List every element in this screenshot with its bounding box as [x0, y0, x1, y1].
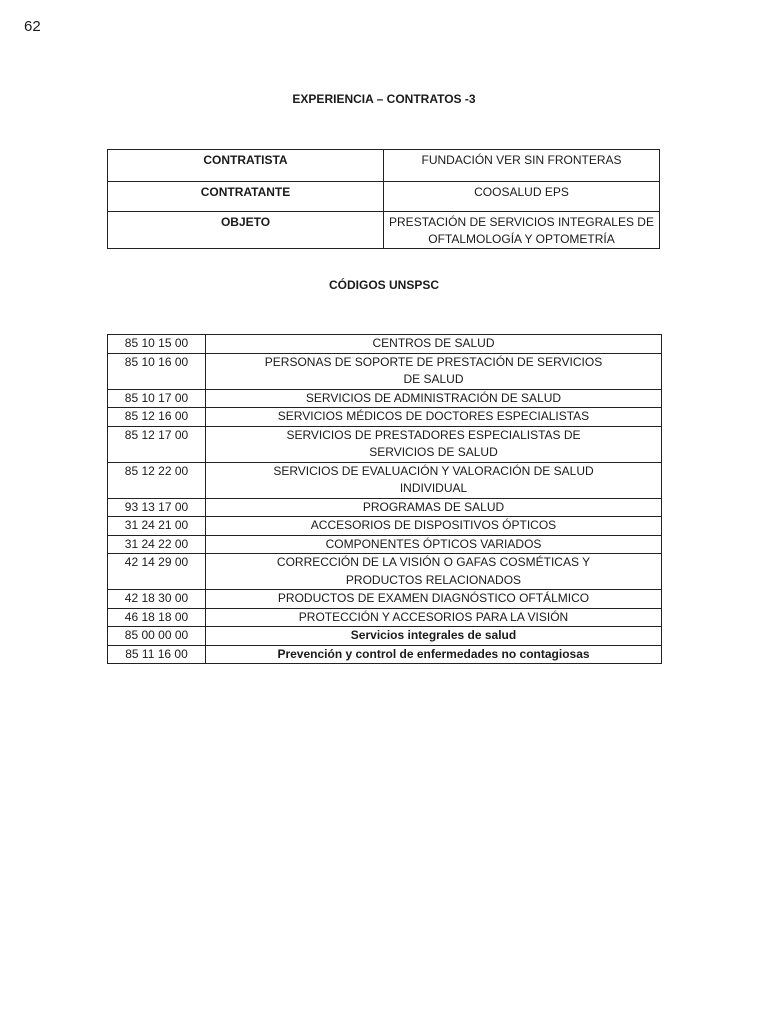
table-row	[108, 389, 662, 408]
table-row	[108, 353, 662, 389]
code-cell: 42 14 29 00	[108, 554, 206, 590]
code-cell: 85 10 15 00	[108, 335, 206, 354]
table-row	[108, 212, 660, 249]
description-cell: CENTROS DE SALUD	[206, 335, 662, 354]
contract-label: CONTRATANTE	[108, 182, 384, 212]
table-row	[108, 462, 662, 498]
code-cell: 42 18 30 00	[108, 590, 206, 609]
description-cell: ACCESORIOS DE DISPOSITIVOS ÓPTICOS	[206, 517, 662, 536]
description-cell: SERVICIOS DE EVALUACIÓN Y VALORACIÓN DE SALUD INDIVIDUAL	[206, 462, 662, 498]
description-cell: SERVICIOS DE ADMINISTRACIÓN DE SALUD	[206, 389, 662, 408]
code-cell: 46 18 18 00	[108, 608, 206, 627]
description-cell: Servicios integrales de salud	[206, 627, 662, 646]
code-cell: 85 10 17 00	[108, 389, 206, 408]
code-cell: 85 00 00 00	[108, 627, 206, 646]
document-title: EXPERIENCIA – CONTRATOS -3	[292, 92, 476, 106]
table-row	[108, 627, 662, 646]
table-row	[108, 517, 662, 536]
table-row	[108, 590, 662, 609]
codes-title: CÓDIGOS UNSPSC	[328, 278, 439, 292]
table-row	[108, 554, 662, 590]
description-cell: COMPONENTES ÓPTICOS VARIADOS	[206, 535, 662, 554]
contract-value: FUNDACIÓN VER SIN FRONTERAS	[384, 150, 660, 182]
contract-table	[107, 149, 660, 249]
code-cell: 31 24 21 00	[108, 517, 206, 536]
description-cell: SERVICIOS DE PRESTADORES ESPECIALISTAS DE SERVICIOS DE SALUD	[206, 426, 662, 462]
table-row	[108, 150, 660, 182]
code-cell: 85 12 17 00	[108, 426, 206, 462]
description-cell: SERVICIOS MÉDICOS DE DOCTORES ESPECIALISTAS	[206, 408, 662, 427]
description-cell: PROTECCIÓN Y ACCESORIOS PARA LA VISIÓN	[206, 608, 662, 627]
code-cell: 85 12 22 00	[108, 462, 206, 498]
description-cell: CORRECCIÓN DE LA VISIÓN O GAFAS COSMÉTICAS Y PRODUCTOS RELACIONADOS	[206, 554, 662, 590]
code-cell: 85 11 16 00	[108, 645, 206, 664]
table-row	[108, 645, 662, 664]
code-cell: 85 12 16 00	[108, 408, 206, 427]
description-cell: PERSONAS DE SOPORTE DE PRESTACIÓN DE SERVICIOS DE SALUD	[206, 353, 662, 389]
table-row	[108, 535, 662, 554]
code-cell: 85 10 16 00	[108, 353, 206, 389]
code-cell: 93 13 17 00	[108, 498, 206, 517]
code-cell: 31 24 22 00	[108, 535, 206, 554]
description-cell: PRODUCTOS DE EXAMEN DIAGNÓSTICO OFTÁLMICO	[206, 590, 662, 609]
description-cell: PROGRAMAS DE SALUD	[206, 498, 662, 517]
unspsc-codes-table	[107, 334, 662, 664]
table-row	[108, 182, 660, 212]
description-cell: Prevención y control de enfermedades no contagiosas	[206, 645, 662, 664]
table-row	[108, 498, 662, 517]
table-row	[108, 426, 662, 462]
table-row	[108, 335, 662, 354]
contract-value: COOSALUD EPS	[384, 182, 660, 212]
table-row	[108, 608, 662, 627]
page-number: 62	[24, 18, 41, 35]
contract-value: PRESTACIÓN DE SERVICIOS INTEGRALES DE OFTALMOLOGÍA Y OPTOMETRÍA	[384, 212, 660, 249]
table-row	[108, 408, 662, 427]
contract-label: OBJETO	[108, 212, 384, 249]
contract-label: CONTRATISTA	[108, 150, 384, 182]
